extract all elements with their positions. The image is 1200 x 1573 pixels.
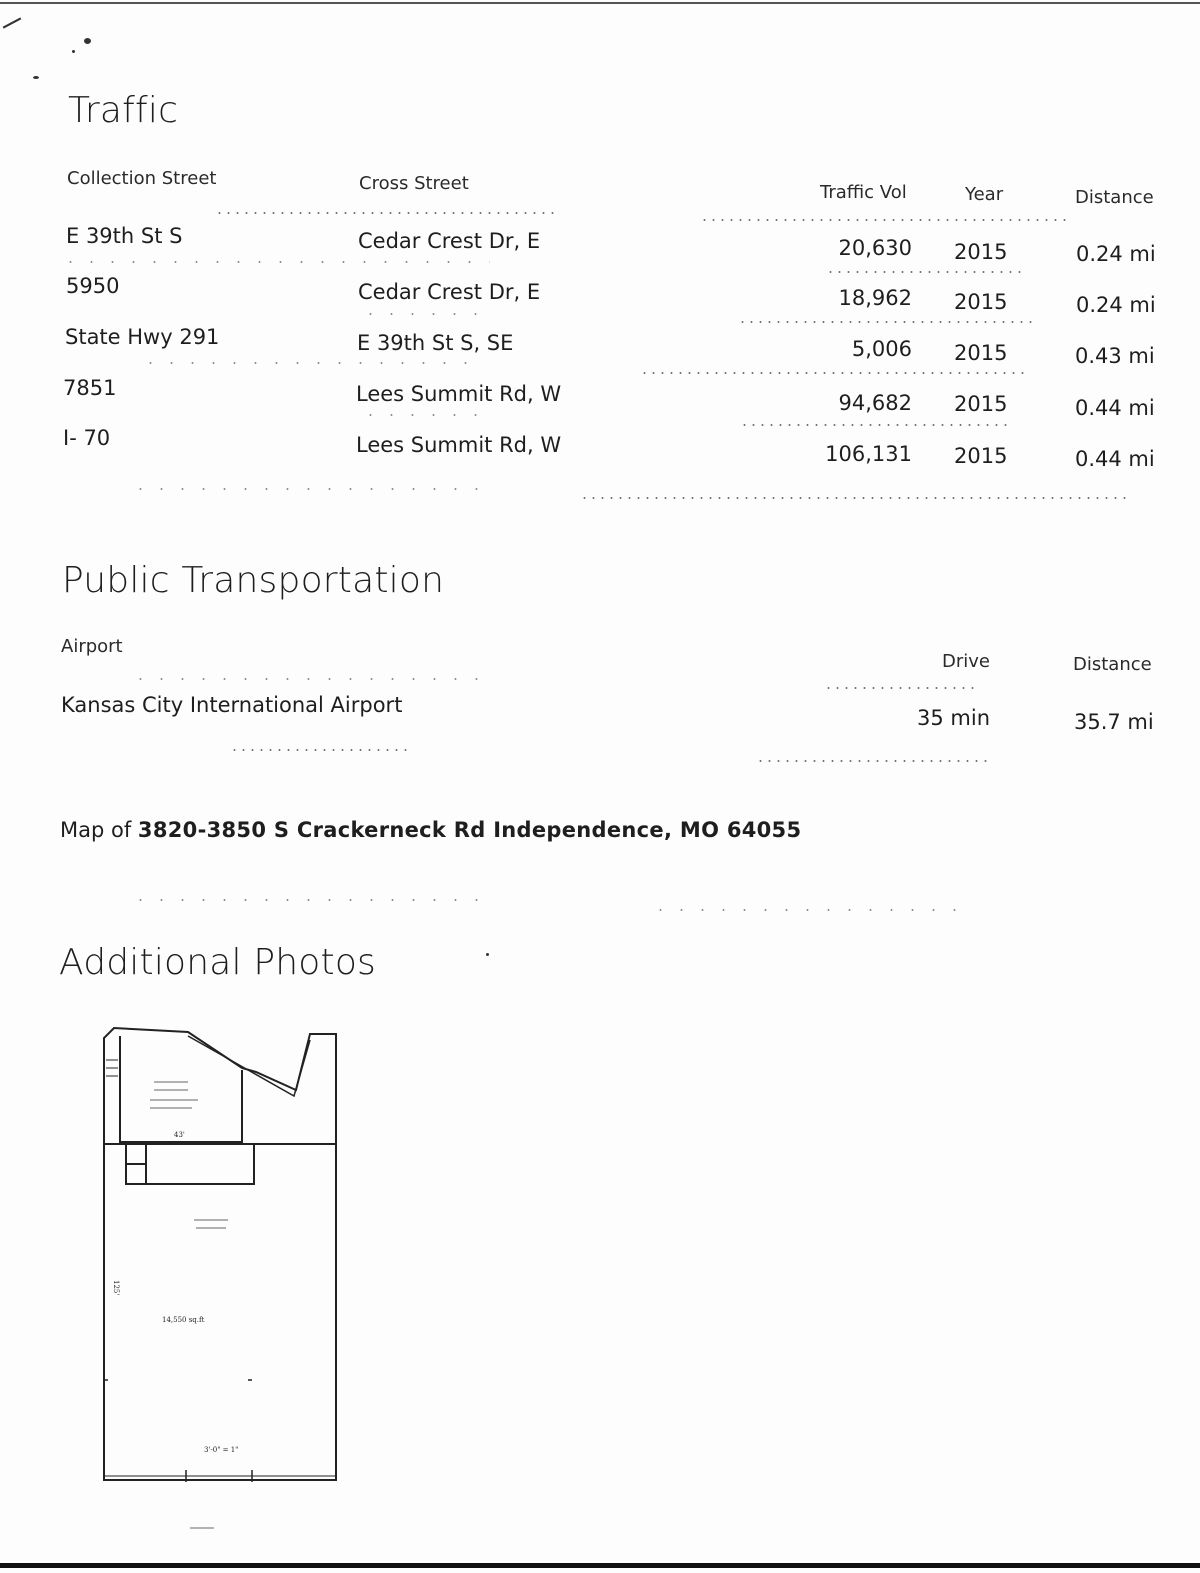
traffic-heading: Traffic [68,90,179,131]
header-year: Year [965,184,1004,205]
airport-name: Kansas City International Airport [61,693,403,717]
traffic-cross-street: Cedar Crest Dr, E [358,280,541,304]
row-separator [230,749,410,751]
row-separator [130,678,490,680]
top-rule [0,2,1200,4]
row-separator [215,212,555,214]
traffic-distance: 0.24 mi [1076,242,1156,266]
traffic-year: 2015 [954,240,1008,264]
header-cross-street: Cross Street [359,173,469,194]
floorplan-width-label: 43' [174,1131,185,1139]
row-separator [640,372,1030,374]
traffic-year: 2015 [954,290,1008,314]
floorplan-length-label: 125' [112,1280,120,1296]
traffic-distance: 0.24 mi [1076,293,1156,317]
floorplan-scale-label: 3'-0" = 1" [204,1446,239,1454]
map-caption [60,818,801,842]
row-separator [360,313,490,315]
map-address: 3820-3850 S Crackerneck Rd Independence, MO 64055 [137,818,802,842]
row-separator [700,219,1070,221]
traffic-volume: 20,630 [838,236,912,260]
airport-drive-time: 35 min [917,706,990,730]
row-separator [740,424,1010,426]
row-separator [140,362,470,364]
header-collection-street: Collection Street [67,168,217,189]
traffic-year: 2015 [954,444,1008,468]
traffic-cross-street: Lees Summit Rd, W [356,433,562,457]
row-separator [360,414,490,416]
traffic-collection-street: E 39th St S [66,224,183,248]
row-separator [60,261,490,263]
traffic-distance: 0.44 mi [1075,447,1155,471]
additional-photos-heading: Additional Photos [59,942,377,983]
scan-artifact [3,17,22,28]
row-separator [738,321,1038,323]
airport-distance: 35.7 mi [1074,710,1154,734]
row-separator [756,760,992,762]
traffic-volume: 18,962 [838,286,912,310]
traffic-volume: 106,131 [825,442,912,466]
scan-artifact [84,38,91,44]
traffic-cross-street: E 39th St S, SE [357,331,514,355]
header-drive: Drive [942,651,990,672]
floorplan-image [96,1020,346,1540]
scan-artifact [486,953,489,956]
row-separator [130,488,490,490]
traffic-collection-street: 5950 [66,274,120,298]
header-distance: Distance [1075,187,1154,208]
traffic-collection-street: State Hwy 291 [65,325,220,349]
traffic-distance: 0.44 mi [1075,396,1155,420]
traffic-collection-street: I- 70 [63,426,111,450]
header-distance-transit: Distance [1073,654,1152,675]
scan-artifact [72,50,75,53]
floorplan-area-label: 14,550 sq.ft [162,1316,205,1324]
header-airport: Airport [61,636,123,657]
row-separator [824,687,974,689]
row-separator [826,271,1026,273]
public-transportation-heading: Public Transportation [62,560,445,601]
row-separator [580,497,1130,499]
traffic-volume: 94,682 [838,391,912,415]
traffic-year: 2015 [954,341,1008,365]
row-separator [650,909,960,911]
traffic-volume: 5,006 [851,337,912,361]
traffic-cross-street: Cedar Crest Dr, E [358,229,541,253]
traffic-year: 2015 [954,392,1008,416]
scan-artifact [33,76,39,79]
traffic-distance: 0.43 mi [1075,344,1155,368]
header-traffic-vol: Traffic Vol [820,182,907,203]
bottom-rule [0,1563,1200,1568]
map-caption-prefix: Map of [60,818,132,842]
traffic-cross-street: Lees Summit Rd, W [356,382,562,406]
traffic-collection-street: 7851 [63,376,117,400]
row-separator [130,899,490,901]
